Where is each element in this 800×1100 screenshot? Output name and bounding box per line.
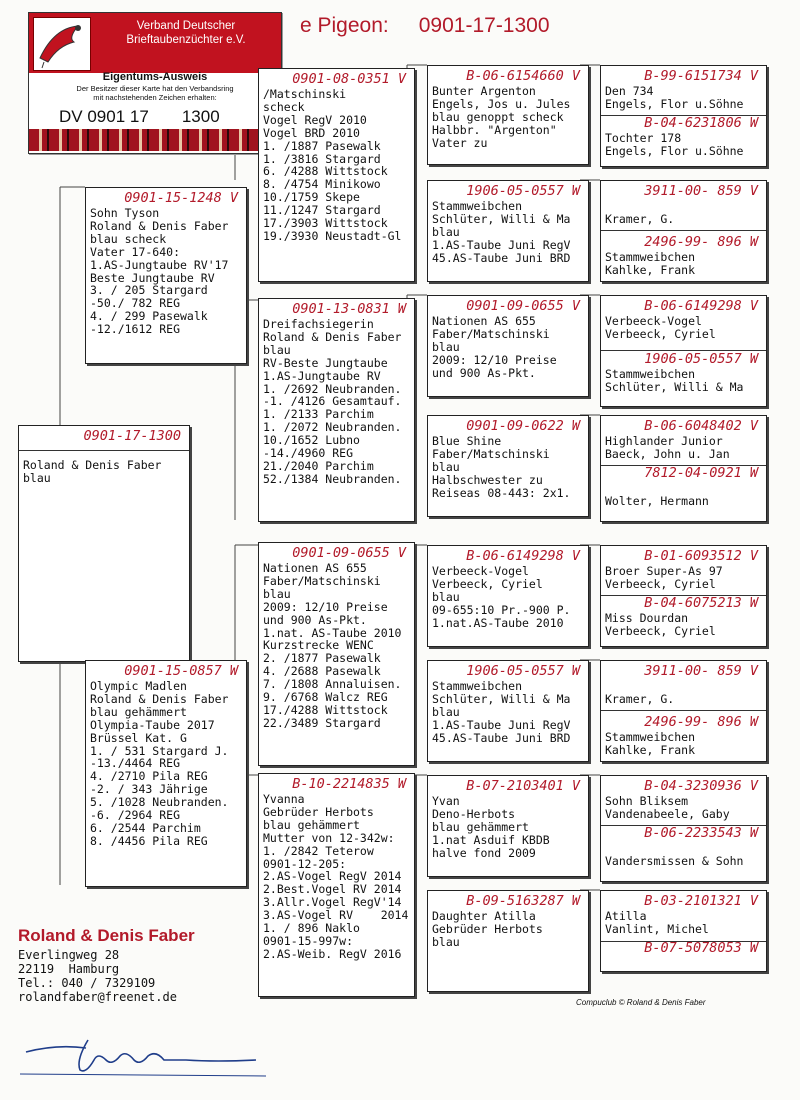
pigeon-info-line: blau gehämmert	[263, 817, 360, 832]
pigeon-info-line: Roland & Denis Faber	[90, 691, 229, 706]
pigeon-info-line: Vogel BRD 2010	[263, 125, 360, 140]
ring-number: 0901-17-1300	[83, 428, 181, 444]
card-org-line: Verband Deutscher	[136, 20, 236, 32]
pigeon-info-line: -6. /2964 REG	[90, 808, 181, 823]
pigeon-info-line: Kramer, G.	[605, 692, 675, 706]
pigeon-info-line: RV-Beste Jungtaube	[263, 355, 388, 370]
pigeon-info-line: Stammweibchen	[605, 249, 696, 264]
pigeon-info-line: Wolter, Hermann	[605, 493, 709, 508]
pigeon-info-line: 1. /2842 Teterow	[263, 843, 374, 858]
title-prefix: e Pigeon:	[300, 14, 389, 37]
pigeon-info-line: 0901-12-205:	[263, 856, 347, 871]
pigeon-info-line: Vogel RegV 2010	[263, 112, 367, 127]
pigeon-box-gen4-pair-2	[600, 180, 767, 282]
ownership-card	[28, 12, 282, 154]
pigeon-box-sire	[85, 187, 247, 364]
ring-number: 1906-05-0557 W	[644, 350, 758, 367]
pigeon-box-dam-sire	[258, 542, 415, 766]
ring-number: 2496-99- 896 W	[644, 713, 758, 730]
pigeon-info-line: Atilla	[605, 909, 647, 923]
pigeon-info-line: 1. / 896 Naklo	[263, 921, 360, 936]
pigeon-info-line: Engels, Flor u.Söhne	[605, 143, 744, 158]
pigeon-info-line: 3. / 205 Stargard	[90, 283, 208, 298]
pigeon-info-line: Beste Jungtaube RV	[90, 270, 215, 285]
pigeon-info-line: und 900 As-Pkt.	[432, 365, 536, 380]
pigeon-info-line: Halbschwester zu	[432, 472, 543, 487]
pigeon-info-line: 10./1652 Lubno	[263, 433, 360, 448]
pigeon-info-line: Stammweibchen	[605, 366, 696, 381]
pigeon-info-line: Stammweibchen	[432, 199, 523, 213]
pigeon-info-line: 6. /4288 Wittstock	[263, 164, 388, 179]
ring-number: 0901-15-1248 V	[124, 190, 238, 206]
pigeon-info-line: 10./1759 Skepe	[263, 190, 360, 205]
pigeon-info-line: -14./4960 REG	[263, 446, 354, 461]
pigeon-info-line: Faber/Matschinski	[432, 326, 550, 341]
pigeon-box-gen3-2	[427, 180, 589, 282]
pigeon-box-gen4-pair-1	[600, 65, 767, 167]
pigeon-info-line: Daughter Atilla	[432, 909, 536, 923]
pigeon-info-line: Sohn Tyson	[90, 206, 160, 220]
ring-number: B-06-6149298 V	[644, 298, 758, 314]
pigeon-info-line: Vandenabeele, Gaby	[605, 806, 730, 821]
pigeon-info-line: 9. /6768 Walcz REG	[263, 690, 388, 705]
pigeon-info-line: 2.AS-Vogel RegV 2014	[263, 869, 402, 884]
pigeon-info-line: Roland & Denis Faber	[90, 218, 229, 233]
pigeon-info-line: Broer Super-As 97	[605, 564, 723, 578]
pigeon-info-line: Verbeeck-Vogel	[432, 564, 529, 578]
pigeon-info-line: Gebrüder Herbots	[263, 804, 374, 819]
ring-number: B-06-2233543 W	[644, 824, 758, 841]
ring-number: 0901-09-0655 V	[292, 545, 406, 561]
pigeon-info-line: Deno-Herbots	[432, 806, 516, 821]
pigeon-info-line: Brüssel Kat. G	[90, 730, 187, 745]
card-text-line: Der Besitzer dieser Karte hat den Verbandsring	[76, 84, 234, 93]
ring-number: B-01-6093512 V	[644, 548, 758, 564]
card-subtitle: Eigentums-Ausweis	[102, 71, 208, 83]
pigeon-box-gen3-1	[427, 65, 589, 165]
pigeon-info-line: Kramer, G.	[605, 212, 675, 226]
pigeon-info-line: blau	[432, 459, 460, 474]
pigeon-info-line: Olympia-Taube 2017	[90, 717, 215, 732]
ring-number: B-09-5163287 W	[466, 893, 580, 909]
pigeon-info-line: blau	[432, 339, 460, 354]
pigeon-info-line: blau genoppt scheck	[432, 109, 564, 124]
pigeon-info-line: 2.AS-Weib. RegV 2016	[263, 946, 402, 961]
card-decorative-band	[29, 129, 281, 151]
card-text-line: mit nachstehenden Zeichen erhalten:	[93, 93, 217, 102]
pigeon-info-line: Mutter von 12-342w:	[263, 830, 395, 845]
ring-number: 3911-00- 859 V	[644, 663, 758, 679]
pigeon-info-line: Kahlke, Frank	[605, 262, 696, 277]
pigeon-box-gen4-pair-5	[600, 545, 767, 647]
pigeon-info-line: Tochter 178	[605, 130, 682, 145]
pigeon-info-line: 8. /4754 Minikowo	[263, 177, 381, 192]
pigeon-info-line: blau	[432, 704, 460, 719]
pigeon-info-line: Kurzstrecke WENC	[263, 638, 374, 653]
pigeon-info-line: Yvanna	[263, 792, 305, 806]
pigeon-info-line: halve fond 2009	[432, 845, 536, 860]
pigeon-info-line: Engels, Jos u. Jules	[432, 96, 571, 111]
pigeon-info-line: 17./3903 Wittstock	[263, 216, 388, 231]
pigeon-info-line: Miss Dourdan	[605, 610, 689, 625]
pigeon-info-line: Highlander Junior	[605, 434, 723, 448]
pigeon-box-gen3-8	[427, 890, 589, 992]
breeder-phone: Tel.: 040 / 7329109	[18, 976, 156, 990]
pigeon-info-line: 3.AS-Vogel RV 2014	[263, 908, 409, 923]
pigeon-info-line: Dreifachsiegerin	[263, 317, 374, 331]
pigeon-info-line: blau	[432, 224, 460, 239]
pigeon-info-line: -12./1612 REG	[90, 322, 181, 337]
pigeon-info-line: Verbeeck, Cyriel	[605, 326, 716, 341]
pigeon-info-line: 52./1384 Neubranden.	[263, 471, 402, 486]
pigeon-info-line: Faber/Matschinski	[263, 573, 381, 588]
pigeon-info-line: 11./1247 Stargard	[263, 203, 381, 218]
copyright-note: Compuclub © Roland & Denis Faber	[576, 998, 706, 1007]
pigeon-info-line: 19./3930 Neustadt-Gl	[263, 228, 402, 243]
pigeon-info-line: Stammweibchen	[432, 679, 523, 693]
pigeon-info-line: 2009: 12/10 Preise	[432, 352, 557, 367]
ring-number: B-06-6149298 V	[466, 548, 580, 564]
card-organization	[95, 19, 277, 47]
pigeon-box-gen4-pair-6	[600, 660, 767, 762]
pigeon-info-line: 7. /1808 Annaluisen.	[263, 677, 402, 692]
pigeon-info-line: 09-655:10 Pr.-900 P.	[432, 602, 571, 617]
ring-number: 0901-08-0351 V	[292, 71, 406, 87]
ring-number: 2496-99- 896 W	[644, 233, 758, 250]
pigeon-box-gen3-5	[427, 545, 589, 647]
ring-number: 0901-09-0655 V	[466, 298, 580, 314]
pigeon-info-line: 22./3489 Stargard	[263, 715, 381, 730]
pigeon-info-line: 21./2040 Parchim	[263, 458, 374, 473]
pigeon-info-line: blau gehämmert	[432, 819, 529, 834]
handwritten-signature	[16, 1030, 276, 1084]
pigeon-info-line: 17./4288 Wittstock	[263, 702, 388, 717]
ring-number: 1906-05-0557 W	[466, 663, 580, 679]
page-title	[300, 14, 550, 38]
pigeon-box-gen4-pair-7	[600, 775, 767, 882]
pigeon-info-line: Faber/Matschinski	[432, 446, 550, 461]
pigeon-info-line: Schlüter, Willi & Ma	[605, 379, 744, 394]
pigeon-box-dam-dam	[258, 773, 415, 997]
ring-number: 0901-15-0857 W	[124, 663, 238, 679]
pigeon-info-line: Den 734	[605, 84, 654, 98]
pigeon-info-line: Verbeeck, Cyriel	[432, 576, 543, 591]
card-text	[37, 84, 273, 102]
pigeon-info-line: 5. /1028 Neubranden.	[90, 795, 229, 810]
pigeon-info-line: Halbbr. "Argenton"	[432, 122, 557, 137]
pigeon-info-line: -13./4464 REG	[90, 756, 181, 771]
ring-number: 7812-04-0921 W	[644, 464, 758, 481]
pigeon-info-line: Roland & Denis Faber	[23, 458, 162, 472]
pigeon-info-line: -1. /4126 Gesamtauf.	[263, 394, 402, 409]
pigeon-info-line: Baeck, John u. Jan	[605, 446, 730, 461]
pigeon-info-line: Vater 17-640:	[90, 244, 181, 259]
pigeon-box-gen3-7	[427, 775, 589, 877]
pigeon-info-line: Gebrüder Herbots	[432, 921, 543, 936]
pigeon-info-line: 3.Allr.Vogel RegV'14	[263, 895, 402, 910]
pigeon-info-line: Verbeeck, Cyriel	[605, 623, 716, 638]
pigeon-box-gen3-3	[427, 295, 589, 397]
card-header	[29, 13, 281, 73]
pigeon-info-line: Blue Shine	[432, 434, 502, 448]
ring-number: B-03-2101321 V	[644, 893, 758, 909]
pigeon-info-line: -50./ 782 REG	[90, 296, 181, 311]
pigeon-info-line: 6. /2544 Parchim	[90, 820, 201, 835]
pigeon-info-line: blau scheck	[90, 231, 167, 246]
card-org-line: Brieftaubenzüchter e.V.	[126, 34, 246, 46]
pigeon-box-gen4-pair-3	[600, 295, 767, 407]
pigeon-info-line: 1.nat. AS-Taube 2010	[263, 625, 402, 640]
pigeon-info-line: blau	[432, 589, 460, 604]
pigeon-info-line: Verbeeck-Vogel	[605, 314, 702, 328]
pigeon-info-line: blau	[263, 342, 291, 357]
pigeon-box-gen3-4	[427, 415, 589, 517]
pigeon-info-line: 4. /2710 Pila REG	[90, 769, 208, 784]
pigeon-info-line: Bunter Argenton	[432, 84, 536, 98]
ring-number: B-07-5078053 W	[644, 939, 758, 956]
pigeon-info-line: 2. /1877 Pasewalk	[263, 651, 381, 666]
breeder-name: Roland & Denis Faber	[18, 926, 195, 945]
pigeon-info-line: blau	[23, 470, 51, 485]
pigeon-info-line: 45.AS-Taube Juni BRD	[432, 730, 571, 745]
ring-number: B-99-6151734 V	[644, 68, 758, 84]
ring-number: 3911-00- 859 V	[644, 183, 758, 199]
pigeon-info-line: 1. /1887 Pasewalk	[263, 138, 381, 153]
pigeon-info-line: Vandersmissen & Sohn	[605, 853, 744, 868]
pigeon-box-gen3-6	[427, 660, 589, 762]
pigeon-box-gen4-pair-8	[600, 890, 767, 972]
pigeon-box-sire-sire	[258, 68, 415, 282]
pigeon-info-line: blau	[263, 586, 291, 601]
pigeon-info-line: 1. /2133 Parchim	[263, 407, 374, 422]
ring-number: B-04-3230936 V	[644, 778, 758, 794]
pigeon-info-line: Nationen AS 655	[432, 314, 536, 328]
pigeon-info-line: 4. / 299 Pasewalk	[90, 309, 208, 324]
pigeon-info-line: 1.AS-Jungtaube RV'17	[90, 257, 229, 272]
ring-number: 1906-05-0557 W	[466, 183, 580, 199]
pigeon-info-line: Reiseas 08-443: 2x1.	[432, 485, 571, 500]
pigeon-info-line: 1. /2072 Neubranden.	[263, 420, 402, 435]
pigeon-info-line: 1.nat Asduif KBDB	[432, 832, 550, 847]
pigeon-info-line: Vater zu	[432, 135, 488, 150]
pigeon-info-line: Roland & Denis Faber	[263, 329, 402, 344]
ring-number: 0901-13-0831 W	[292, 301, 406, 317]
pigeon-info-line: blau	[432, 934, 460, 949]
ring-number: B-07-2103401 V	[466, 778, 580, 794]
breeder-email: rolandfaber@freenet.de	[18, 990, 177, 1004]
pigeon-box-gen4-pair-4	[600, 415, 767, 522]
pigeon-box-dam	[85, 660, 247, 887]
pigeon-info-line: 1.AS-Taube Juni RegV	[432, 237, 571, 252]
breeder-city: 22119 Hamburg	[18, 962, 120, 976]
pigeon-info-line: Stammweibchen	[605, 729, 696, 744]
pigeon-info-line: Yvan	[432, 794, 460, 808]
pigeon-info-line: Kahlke, Frank	[605, 742, 696, 757]
pigeon-info-line: 45.AS-Taube Juni BRD	[432, 250, 571, 265]
pigeon-info-line: 8. /4456 Pila REG	[90, 833, 208, 848]
card-ring-number: DV 0901 17 1300	[59, 107, 220, 126]
pigeon-info-line: 1.AS-Taube Juni RegV	[432, 717, 571, 732]
pigeon-info-line: 1. /2692 Neubranden.	[263, 381, 402, 396]
ring-number: B-06-6154660 V	[466, 68, 580, 84]
pigeon-info-line: 4. /2688 Pasewalk	[263, 664, 381, 679]
ring-number: 0901-09-0622 W	[466, 418, 580, 434]
pigeon-info-line: 2009: 12/10 Preise	[263, 599, 388, 614]
pigeon-info-line: Sohn Bliksem	[605, 794, 689, 808]
pigeon-info-line: 0901-15-997w:	[263, 933, 354, 948]
pigeon-info-line: /Matschinski	[263, 87, 347, 101]
pigeon-box-sire-dam	[258, 298, 415, 522]
pigeon-info-line: und 900 As-Pkt.	[263, 612, 367, 627]
ring-number: B-04-6231806 W	[644, 114, 758, 131]
ring-number: B-04-6075213 W	[644, 594, 758, 611]
pigeon-info-line: Schlüter, Willi & Ma	[432, 691, 571, 706]
pigeon-info-line: Schlüter, Willi & Ma	[432, 211, 571, 226]
pigeon-info-line: Verbeeck, Cyriel	[605, 576, 716, 591]
ring-number: B-06-6048402 V	[644, 418, 758, 434]
pigeon-info-line: Vanlint, Michel	[605, 921, 709, 936]
pigeon-info-line: Nationen AS 655	[263, 561, 367, 575]
pigeon-info-line: scheck	[263, 99, 305, 114]
pigeon-info-line: 1.nat.AS-Taube 2010	[432, 615, 564, 630]
pigeon-info-line: Olympic Madlen	[90, 679, 187, 693]
pigeon-info-line: blau gehämmert	[90, 704, 187, 719]
pigeon-info-line: -2. / 343 Jährige	[90, 782, 208, 797]
stork-logo-icon	[33, 17, 91, 71]
pigeon-info-line: 1. / 531 Stargard J.	[90, 743, 229, 758]
breeder-street: Everlingweg 28	[18, 948, 120, 962]
pigeon-info-line: 1. /3816 Stargard	[263, 151, 381, 166]
pigeon-info-line: 2.Best.Vogel RV 2014	[263, 882, 402, 897]
ring-number: B-10-2214835 W	[292, 776, 406, 792]
title-ring-number: 0901-17-1300	[418, 14, 550, 37]
pigeon-box-subject	[18, 425, 190, 662]
pigeon-info-line: 1.AS-Jungtaube RV	[263, 368, 381, 383]
pigeon-info-line: Engels, Flor u.Söhne	[605, 96, 744, 111]
